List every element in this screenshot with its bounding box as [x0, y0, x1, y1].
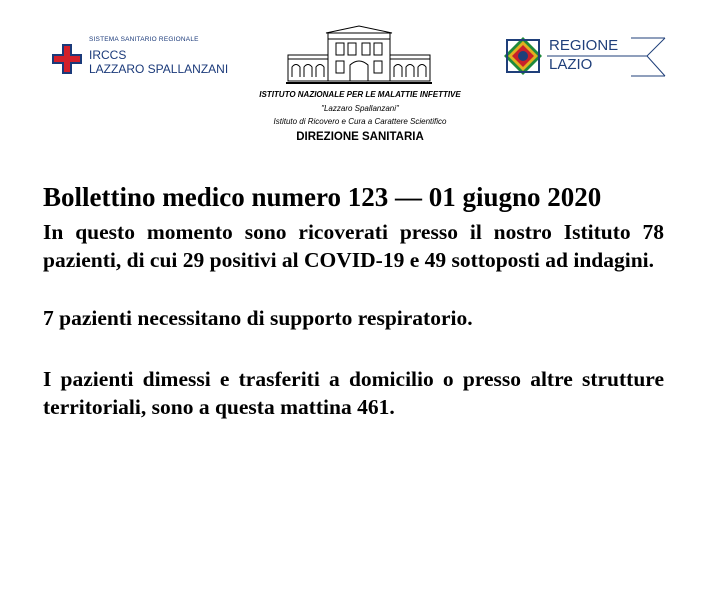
irccs-spallanzani-logo: [52, 34, 242, 84]
medical-cross-icon: [52, 44, 82, 74]
department-title: DIREZIONE SANITARIA: [296, 131, 424, 143]
institute-name: ISTITUTO NAZIONALE PER LE MALATTIE INFETTIVE: [259, 90, 461, 99]
spallanzani-label: LAZZARO SPALLANZANI: [89, 62, 229, 76]
respiratory-support-paragraph: 7 pazienti necessitano di supporto respiratorio.: [43, 306, 473, 330]
institute-subtitle: "Lazzaro Spallanzani": [321, 104, 399, 113]
bulletin-body: [43, 180, 664, 421]
lazio-label: LAZIO: [549, 56, 593, 73]
admissions-paragraph: In questo momento sono ricoverati presso il nostro Istituto 78 pazienti, di cui 29 positivi al COVID-19 e 49 sottoposti ad indagini.: [43, 220, 664, 272]
regione-lazio-emblem-icon: [503, 36, 543, 76]
institute-building-icon: [286, 25, 432, 87]
bulletin-title: Bollettino medico numero 123 — 01 giugno 2020: [43, 182, 602, 212]
regional-system-label: SISTEMA SANITARIO REGIONALE: [89, 36, 199, 43]
discharges-paragraph: I pazienti dimessi e trasferiti a domicilio o presso altre strutture territoriali, sono a questa mattina 461.: [43, 367, 664, 419]
institute-type: Istituto di Ricovero e Cura a Carattere Scientifico: [273, 117, 447, 126]
irccs-label: IRCCS: [89, 48, 127, 62]
regione-label: REGIONE: [549, 37, 619, 54]
regione-lazio-logo: [503, 36, 668, 80]
